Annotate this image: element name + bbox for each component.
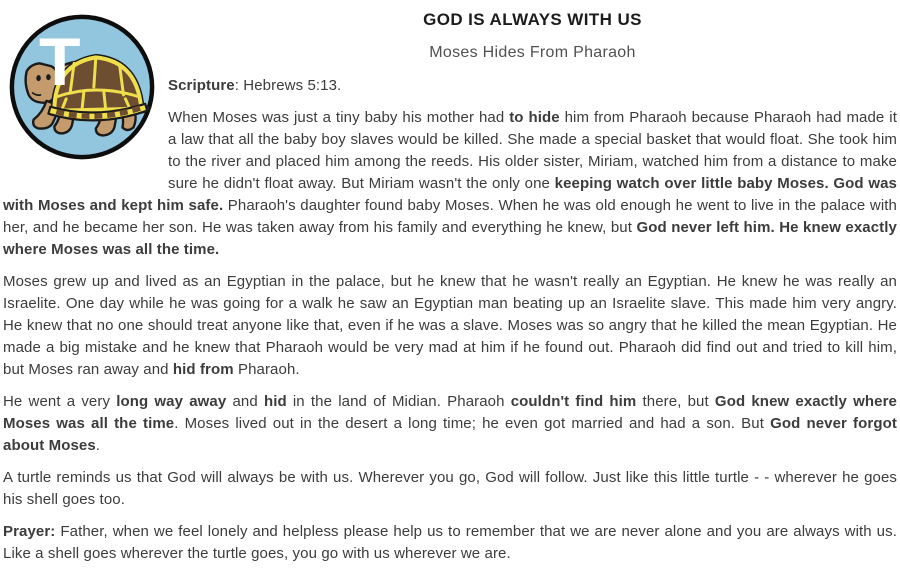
page-subtitle: Moses Hides From Pharaoh — [429, 44, 636, 61]
page-title: GOD IS ALWAYS WITH US — [423, 10, 642, 29]
story-paragraph-3: He went a very long way away and hid in the land of Midian. Pharaoh couldn't find him there, but God knew exactly where Moses was all the time. Moses lived out in the desert a long time; he even got married and had a son. But God never forgot about Moses. — [3, 393, 897, 454]
story-paragraph-1: When Moses was just a tiny baby his mother had to hide him from Pharaoh because Pharaoh had made it a law that all the baby boy slaves would be killed. She made a special basket that would float. She took him to the river and placed him among the reeds. His older sister, Miriam, watched him from a distance to make sure he didn't float away. But Miriam wasn't the only one keeping watch over little baby Moses. God was with Moses and kept him safe. Pharaoh's daughter found baby Moses. When he was old enough he went to live in the palace with her, and he became her son. He was taken away from his family and everything he knew, but God never left him. He knew exactly where Moses was all the time. — [3, 109, 898, 258]
story-paragraph-4: A turtle reminds us that God will always be with us. Wherever you go, God will follow. Just like this little turtle - - wherever he goes his shell goes too. — [3, 469, 897, 508]
letter-t: T — [39, 24, 81, 100]
scripture-line: Scripture: Hebrews 5:13. — [168, 77, 342, 94]
turtle-letter-badge — [3, 8, 161, 168]
story-paragraph-2: Moses grew up and lived as an Egyptian in the palace, but he knew that he wasn't really an Egyptian. He knew he was really an Israelite. One day while he was going for a walk he saw an Egyptian man beating up an Israelite slave. This made him very angry. He knew that no one should treat anyone like that, even if he was a slave. Moses was so angry that he killed the mean Egyptian. He made a big mistake and he knew that Pharaoh would be very mad at him if he found out. Pharaoh did find out and tried to kill him, but Moses ran away and hid from Pharaoh. — [3, 273, 897, 378]
prayer-paragraph: Prayer: Father, when we feel lonely and helpless please help us to remember that we are never alone and you are always with us. Like a shell goes wherever the turtle goes, you go with us wherever we are. — [3, 523, 897, 562]
turtle-icon — [3, 8, 161, 166]
